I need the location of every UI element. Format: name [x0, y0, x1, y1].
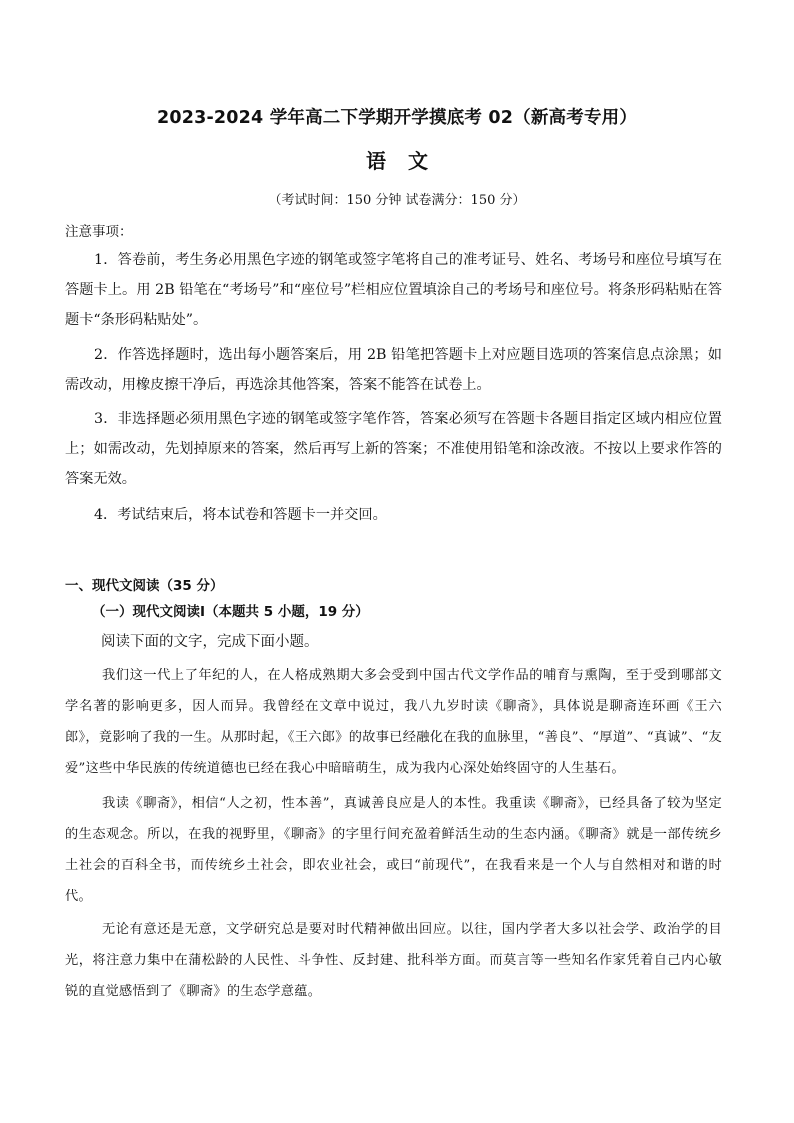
exam-info: （考试时间：150 分钟 试卷满分：150 分）	[268, 193, 526, 208]
exam-title: 2023-2024 学年高二下学期开学摸底考 02（新高考专用）	[156, 108, 638, 128]
notice-item-4: 4．考试结束后，将本试卷和答题卡一并交回。	[94, 507, 387, 523]
section-heading: 一、现代文阅读（35 分）	[65, 578, 224, 594]
reading-instruction: 阅读下面的文字，完成下面小题。	[101, 634, 319, 650]
reading-paragraph-1: 我们这一代上了年纪的人，在人格成熟期大多会受到中国古代文学作品的哺育与熏陶，至于受到哪部文学名著的影响更多，因人而异。我曾经在文章中说过，我八九岁时读《聊斋》，具体说是聊斋连环画《王六郎》，竟影响了我的一生。从那时起，《王六郎》的故事已经融化在我的血脉里，“善良”、“厚道”、“真诚”、“友爱”这些中华民族的传统道德也已经在我心中暗暗萌生，成为我内心深处始终固守的人生基石。	[65, 668, 722, 776]
notice-item-2: 2．作答选择题时，选出每小题答案后，用 2B 铅笔把答题卡上对应题目选项的答案信息点涂黑；如需改动，用橡皮擦干净后，再选涂其他答案，答案不能答在试卷上。	[65, 347, 722, 393]
notice-heading: 注意事项：	[65, 224, 133, 240]
subsection-heading: （一）现代文阅读Ⅰ（本题共 5 小题，19 分）	[92, 604, 369, 620]
subject-title: 语文	[366, 149, 450, 173]
notice-item-3: 3．非选择题必须用黑色字迹的钢笔或签字笔作答，答案必须写在答题卡各题目指定区域内相应位置上；如需改动，先划掉原来的答案，然后再写上新的答案；不准使用铅笔和涂改液。不按以上要求作答的答案无效。	[65, 411, 722, 487]
reading-paragraph-2: 我读《聊斋》，相信“人之初，性本善”，真诚善良应是人的本性。我重读《聊斋》，已经具备了较为坚定的生态观念。所以，在我的视野里，《聊斋》的字里行间充盈着鲜活生动的生态内涵。《聊斋》就是一部传统乡土社会的百科全书，而传统乡土社会，即农业社会，或曰“前现代”，在我看来是一个人与自然相对和谐的时代。	[65, 796, 722, 904]
reading-paragraph-3: 无论有意还是无意，文学研究总是要对时代精神做出回应。以往，国内学者大多以社会学、政治学的目光，将注意力集中在蒲松龄的人民性、斗争性、反封建、批科举方面。而莫言等一些知名作家凭着自己内心敏锐的直觉感悟到了《聊斋》的生态学意蕴。	[65, 922, 722, 999]
notice-item-1: 1．答卷前，考生务必用黑色字迹的钢笔或签字笔将自己的准考证号、姓名、考场号和座位号填写在答题卡上。用 2B 铅笔在“考场号”和“座位号”栏相应位置填涂自己的考场号和座位号。将条形码粘贴在答题卡“条形码粘贴处”。	[65, 252, 722, 328]
